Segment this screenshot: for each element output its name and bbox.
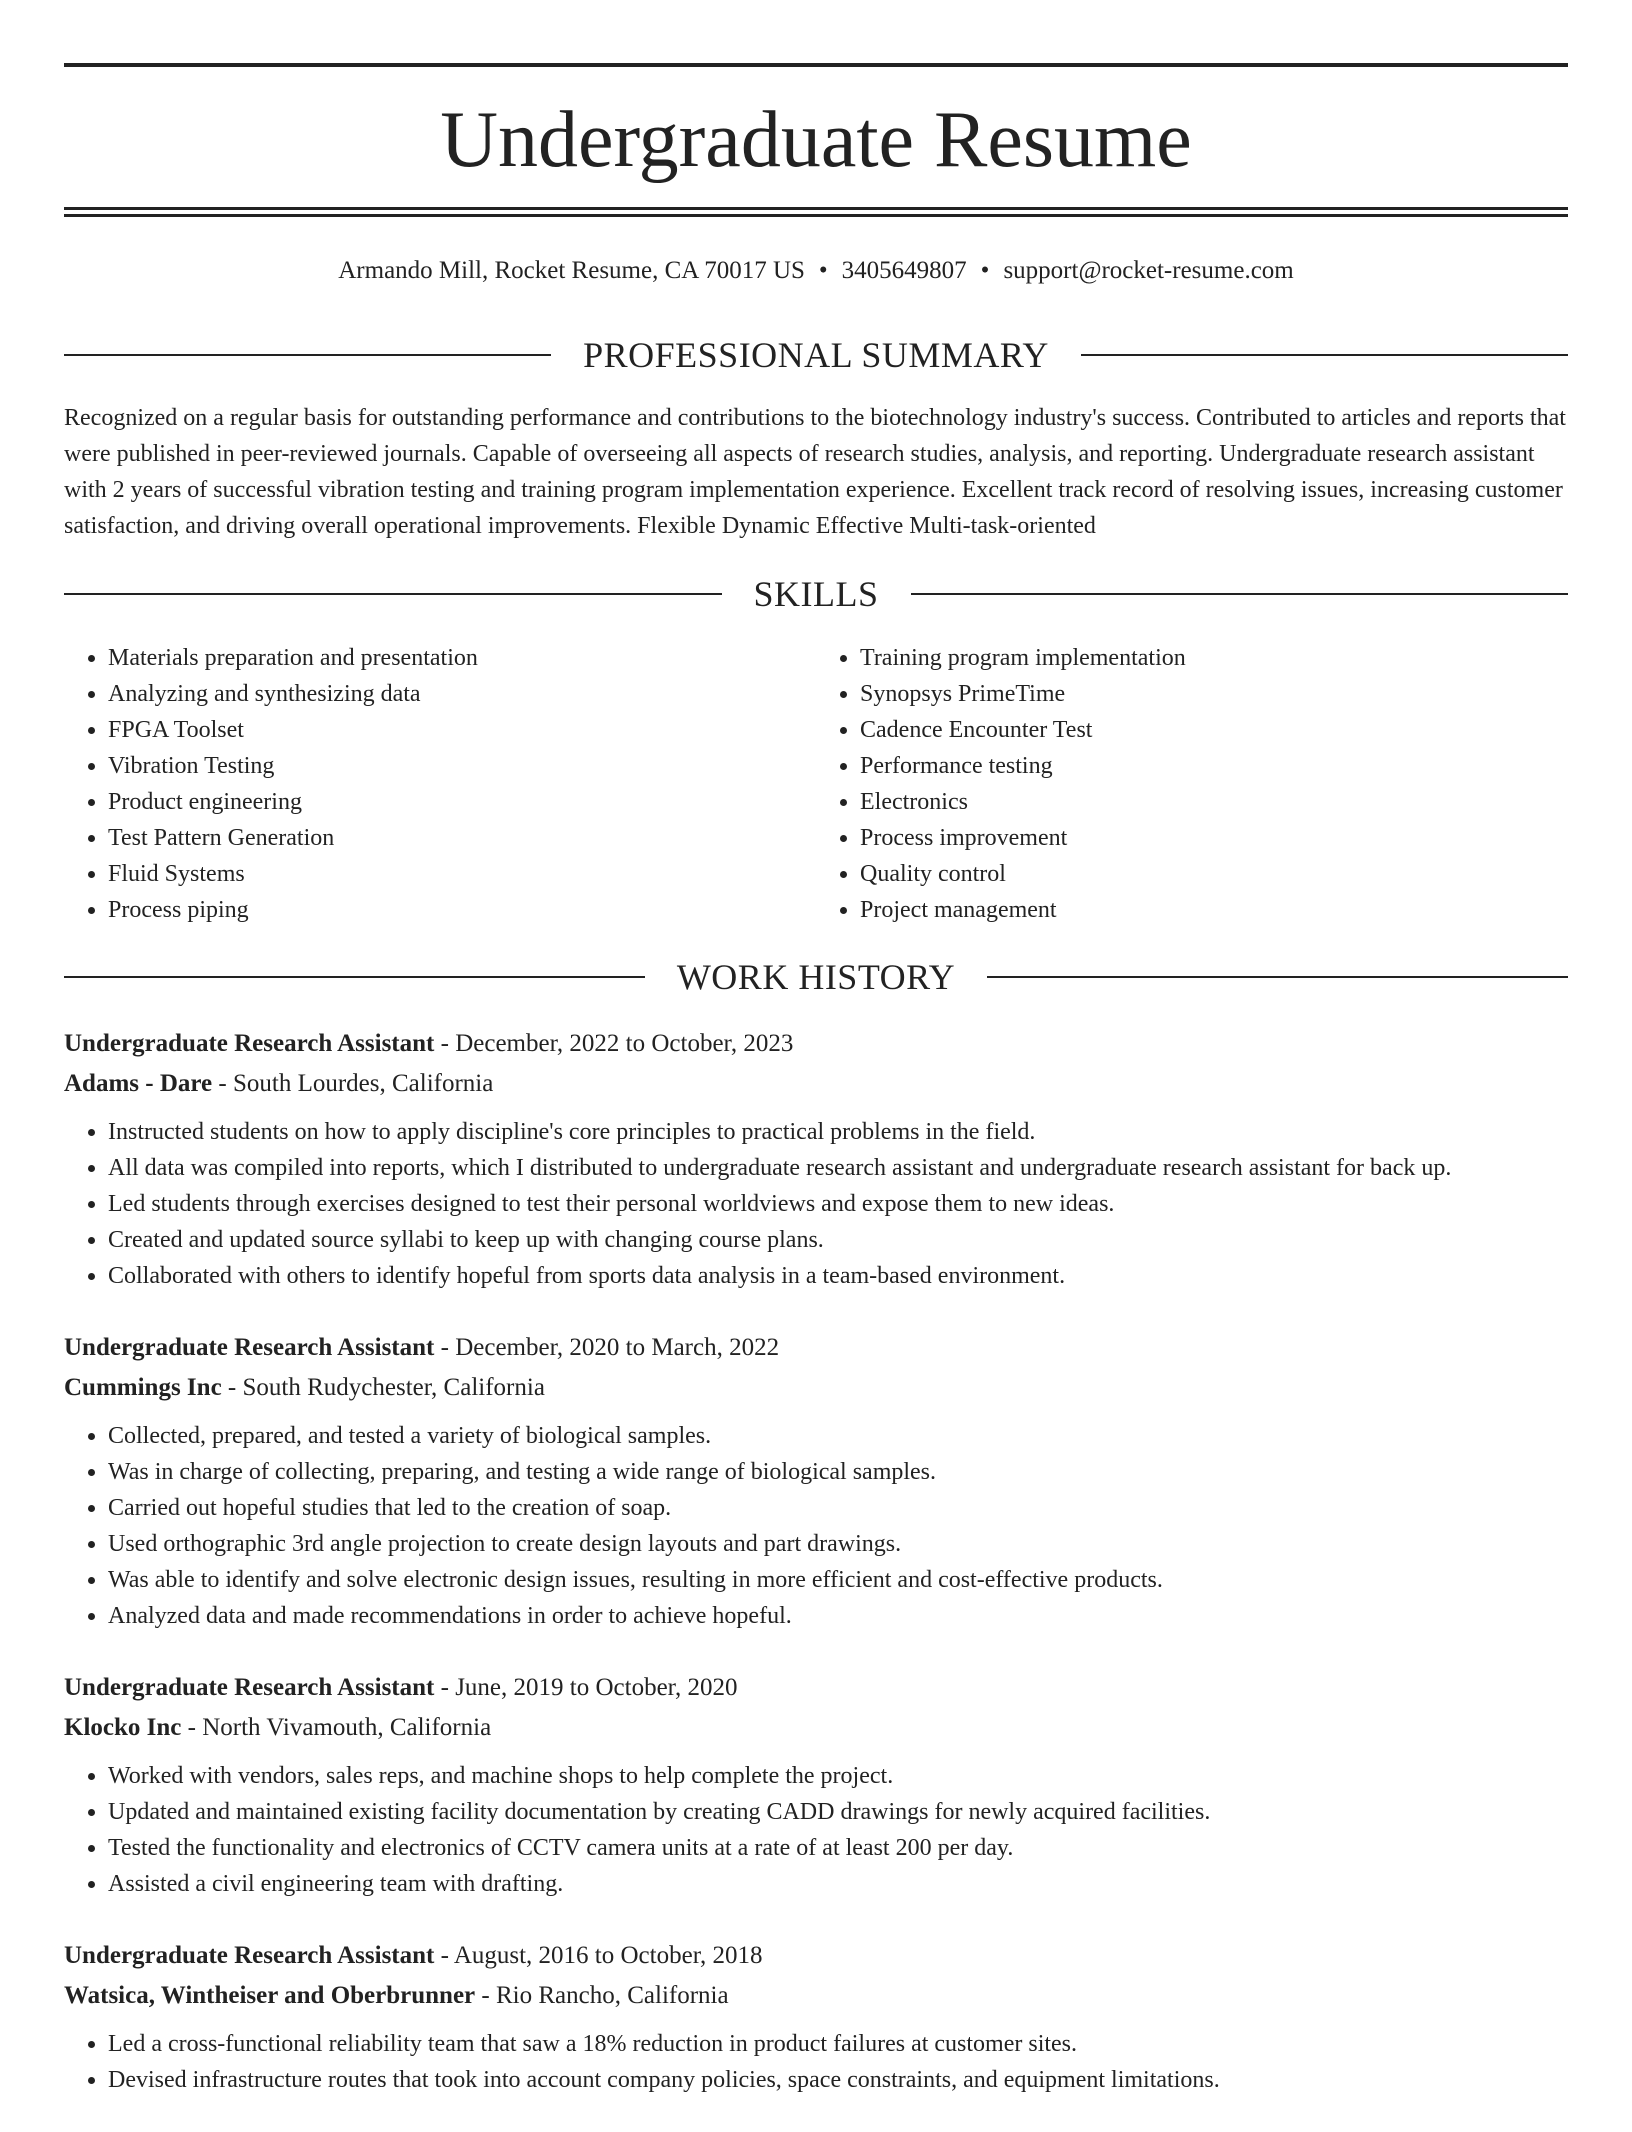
job-bullet: • Analyzed data and made recommendations in order to achieve hopeful.	[108, 1598, 1568, 1634]
dash-separator: -	[475, 1982, 496, 2009]
heading-rule-left	[64, 593, 722, 595]
skill-item: • Cadence Encounter Test	[860, 712, 1568, 748]
heading-rule-right	[1081, 354, 1568, 356]
job-entry	[64, 1024, 1568, 1294]
job-bullet: • Led students through exercises designed to test their personal worldviews and expose them to new ideas.	[108, 1186, 1568, 1222]
job-entry	[64, 1328, 1568, 1634]
dash-separator: -	[181, 1714, 203, 1741]
heading-rule-right	[987, 976, 1568, 978]
job-bullet: • Worked with vendors, sales reps, and machine shops to help complete the project.	[108, 1758, 1568, 1794]
resume-title: Undergraduate Resume	[440, 96, 1192, 184]
job-bullets	[64, 1114, 1568, 1294]
job-dates: August, 2016 to October, 2018	[453, 1942, 763, 1969]
company-name: Cummings Inc	[64, 1374, 222, 1401]
job-location: South Rudychester, California	[242, 1374, 545, 1401]
job-dates: December, 2020 to March, 2022	[455, 1334, 780, 1361]
contact-separator: •	[818, 257, 828, 284]
skill-item: • Performance testing	[860, 748, 1568, 784]
job-bullet: • Assisted a civil engineering team with drafting.	[108, 1866, 1568, 1902]
contact-phone: 3405649807	[841, 257, 967, 284]
skill-item: • Electronics	[860, 784, 1568, 820]
dash-separator: -	[434, 1030, 456, 1057]
job-title-line	[64, 1936, 1568, 1976]
skill-item: • Vibration Testing	[108, 748, 816, 784]
company-name: Adams - Dare	[64, 1070, 213, 1097]
skills-column-right	[816, 640, 1568, 928]
heading-rule-left	[64, 354, 551, 356]
job-bullet: • Was in charge of collecting, preparing, and testing a wide range of biological samples.	[108, 1454, 1568, 1490]
skill-item: • FPGA Toolset	[108, 712, 816, 748]
job-company-line	[64, 1708, 1568, 1748]
job-title: Undergraduate Research Assistant	[64, 1942, 435, 1969]
job-title-line	[64, 1024, 1568, 1064]
job-title-line	[64, 1668, 1568, 1708]
heading-rule-right	[911, 593, 1569, 595]
job-company-line	[64, 1064, 1568, 1104]
job-bullet: • Devised infrastructure routes that took into account company policies, space constraints, and equipment limitations.	[108, 2062, 1568, 2098]
job-bullet: • Used orthographic 3rd angle projection to create design layouts and part drawings.	[108, 1526, 1568, 1562]
skill-item: • Quality control	[860, 856, 1568, 892]
job-bullet: • Led a cross-functional reliability team that saw a 18% reduction in product failures at customer sites.	[108, 2026, 1568, 2062]
skill-item: • Process improvement	[860, 820, 1568, 856]
job-bullet: • Created and updated source syllabi to keep up with changing course plans.	[108, 1222, 1568, 1258]
summary-section-heading	[64, 333, 1568, 377]
job-bullet: • Tested the functionality and electronics of CCTV camera units at a rate of at least 200 per day.	[108, 1830, 1568, 1866]
job-location: North Vivamouth, California	[202, 1714, 492, 1741]
skills-section-heading	[64, 572, 1568, 616]
dash-separator: -	[434, 1942, 454, 1969]
company-name: Klocko Inc	[64, 1714, 182, 1741]
job-location: South Lourdes, California	[232, 1070, 494, 1097]
skill-item: • Project management	[860, 892, 1568, 928]
job-dates: December, 2022 to October, 2023	[455, 1030, 794, 1057]
job-bullets	[64, 2026, 1568, 2098]
job-title-line	[64, 1328, 1568, 1368]
job-entry	[64, 1668, 1568, 1902]
professional-summary-text: Recognized on a regular basis for outstanding performance and contributions to the biotechnology industry's success. Contributed to articles and reports that were published in peer-reviewed journals. Capable of overseeing all aspects of research studies, analysis, and reporting. Undergraduate research assistant with 2 years of successful vibration testing and training program implementation experience. Excellent track record of resolving issues, increasing customer satisfaction, and driving overall operational improvements. Flexible Dynamic Effective Multi-task-oriented	[64, 405, 1566, 539]
skills-list	[64, 640, 1568, 928]
job-bullet: • All data was compiled into reports, which I distributed to undergraduate research assistant and undergraduate research assistant for back up.	[108, 1150, 1568, 1186]
job-bullets	[64, 1418, 1568, 1634]
job-bullet: • Updated and maintained existing facility documentation by creating CADD drawings for newly acquired facilities.	[108, 1794, 1568, 1830]
skill-item: • Materials preparation and presentation	[108, 640, 816, 676]
job-company-line	[64, 1976, 1568, 2016]
job-title: Undergraduate Research Assistant	[64, 1030, 435, 1057]
contact-line	[64, 253, 1568, 289]
work-section-heading	[64, 955, 1568, 999]
contact-address: Armando Mill, Rocket Resume, CA 70017 US	[338, 257, 805, 284]
skill-item: • Training program implementation	[860, 640, 1568, 676]
job-bullet: • Carried out hopeful studies that led to the creation of soap.	[108, 1490, 1568, 1526]
work-heading-text: WORK HISTORY	[676, 957, 956, 997]
header-top-rule	[64, 63, 1568, 67]
contact-email: support@rocket-resume.com	[1003, 257, 1294, 284]
job-bullets	[64, 1758, 1568, 1902]
skill-item: • Product engineering	[108, 784, 816, 820]
job-location: Rio Rancho, California	[496, 1982, 729, 2009]
dash-separator: -	[434, 1334, 456, 1361]
skills-heading-text: SKILLS	[753, 574, 879, 614]
job-bullet: • Instructed students on how to apply discipline's core principles to practical problems in the field.	[108, 1114, 1568, 1150]
dash-separator: -	[434, 1674, 456, 1701]
job-company-line	[64, 1368, 1568, 1408]
job-bullet: • Was able to identify and solve electronic design issues, resulting in more efficient and cost-effective products.	[108, 1562, 1568, 1598]
job-bullet: • Collected, prepared, and tested a variety of biological samples.	[108, 1418, 1568, 1454]
job-title: Undergraduate Research Assistant	[64, 1334, 435, 1361]
dash-separator: -	[212, 1070, 233, 1097]
job-bullet: • Collaborated with others to identify hopeful from sports data analysis in a team-based environment.	[108, 1258, 1568, 1294]
dash-separator: -	[221, 1374, 243, 1401]
work-history-list	[64, 1024, 1568, 2132]
job-title: Undergraduate Research Assistant	[64, 1674, 435, 1701]
company-name: Watsica, Wintheiser and Oberbrunner	[64, 1982, 476, 2009]
skill-item: • Test Pattern Generation	[108, 820, 816, 856]
header-double-rule	[64, 207, 1568, 217]
contact-separator: •	[980, 257, 990, 284]
job-dates: June, 2019 to October, 2020	[455, 1674, 738, 1701]
summary-heading-text: PROFESSIONAL SUMMARY	[583, 335, 1049, 375]
skill-item: • Analyzing and synthesizing data	[108, 676, 816, 712]
skill-item: • Synopsys PrimeTime	[860, 676, 1568, 712]
skills-column-left	[64, 640, 816, 928]
heading-rule-left	[64, 976, 645, 978]
skill-item: • Fluid Systems	[108, 856, 816, 892]
job-entry	[64, 1936, 1568, 2098]
skill-item: • Process piping	[108, 892, 816, 928]
